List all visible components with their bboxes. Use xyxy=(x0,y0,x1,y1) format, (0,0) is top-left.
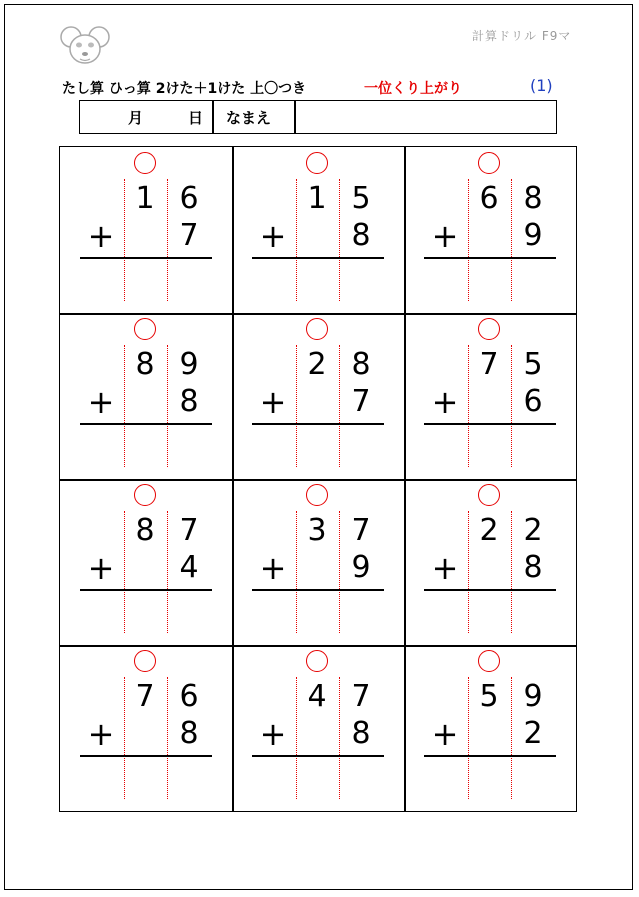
addend-digit: 4 xyxy=(179,550,199,585)
name-label: なまえ xyxy=(226,109,272,127)
month-label: 月 xyxy=(128,109,144,127)
plus-sign: + xyxy=(259,217,287,255)
sum-line xyxy=(424,257,556,259)
tens-digit: 2 xyxy=(307,347,327,382)
plus-sign: + xyxy=(259,549,287,587)
addend-digit: 8 xyxy=(351,218,371,253)
tens-digit: 5 xyxy=(479,679,499,714)
carry-circle[interactable] xyxy=(134,152,156,174)
ones-digit: 8 xyxy=(351,347,371,382)
answer-area[interactable] xyxy=(424,759,556,807)
ones-digit: 5 xyxy=(523,347,543,382)
addend-digit: 7 xyxy=(351,384,371,419)
addend-digit: 6 xyxy=(523,384,543,419)
plus-sign: + xyxy=(87,715,115,753)
carry-circle[interactable] xyxy=(134,318,156,340)
carry-circle[interactable] xyxy=(306,484,328,506)
addend-digit: 2 xyxy=(523,716,543,751)
sum-line xyxy=(424,755,556,757)
problem-grid xyxy=(59,146,577,812)
answer-area[interactable] xyxy=(252,261,384,309)
addition-problem xyxy=(60,313,232,479)
carry-circle[interactable] xyxy=(134,650,156,672)
ones-digit: 8 xyxy=(523,181,543,216)
sum-line xyxy=(252,257,384,259)
carry-circle[interactable] xyxy=(478,318,500,340)
addition-problem xyxy=(232,147,404,313)
addition-problem xyxy=(232,479,404,645)
addition-problem xyxy=(404,147,576,313)
addition-problem xyxy=(404,479,576,645)
mouse-face-icon xyxy=(58,26,112,66)
sum-line xyxy=(80,257,212,259)
sum-line xyxy=(252,755,384,757)
plus-sign: + xyxy=(431,715,459,753)
tens-digit: 1 xyxy=(135,181,155,216)
worksheet-title-row xyxy=(62,78,562,98)
tens-digit: 8 xyxy=(135,347,155,382)
tens-digit: 8 xyxy=(135,513,155,548)
answer-area[interactable] xyxy=(80,427,212,475)
carry-circle[interactable] xyxy=(478,484,500,506)
sum-line xyxy=(80,589,212,591)
tens-digit: 4 xyxy=(307,679,327,714)
sum-line xyxy=(80,755,212,757)
addend-digit: 8 xyxy=(351,716,371,751)
ones-digit: 5 xyxy=(351,181,371,216)
tens-digit: 6 xyxy=(479,181,499,216)
carry-circle[interactable] xyxy=(478,650,500,672)
answer-area[interactable] xyxy=(80,759,212,807)
worksheet-title: たし算 ひっ算 2けた＋1けた 上〇つき xyxy=(62,81,307,97)
tens-digit: 1 xyxy=(307,181,327,216)
addition-problem xyxy=(232,645,404,811)
plus-sign: + xyxy=(259,715,287,753)
tens-digit: 7 xyxy=(135,679,155,714)
tens-digit: 2 xyxy=(479,513,499,548)
carry-circle[interactable] xyxy=(478,152,500,174)
tens-digit: 7 xyxy=(479,347,499,382)
addition-problem xyxy=(232,313,404,479)
plus-sign: + xyxy=(431,549,459,587)
plus-sign: + xyxy=(87,549,115,587)
name-date-box xyxy=(79,100,557,134)
name-box-divider xyxy=(212,101,214,133)
addition-problem xyxy=(60,479,232,645)
worksheet-subtitle: 一位くり上がり xyxy=(364,81,462,97)
answer-area[interactable] xyxy=(424,261,556,309)
answer-area[interactable] xyxy=(80,593,212,641)
ones-digit: 9 xyxy=(179,347,199,382)
ones-digit: 7 xyxy=(351,679,371,714)
addend-digit: 9 xyxy=(351,550,371,585)
ones-digit: 6 xyxy=(179,181,199,216)
addend-digit: 8 xyxy=(523,550,543,585)
addend-digit: 8 xyxy=(179,384,199,419)
carry-circle[interactable] xyxy=(134,484,156,506)
answer-area[interactable] xyxy=(252,593,384,641)
sum-line xyxy=(80,423,212,425)
plus-sign: + xyxy=(87,217,115,255)
sum-line xyxy=(424,589,556,591)
carry-circle[interactable] xyxy=(306,650,328,672)
addition-problem xyxy=(404,313,576,479)
day-label: 日 xyxy=(188,109,204,127)
tens-digit: 3 xyxy=(307,513,327,548)
addition-problem xyxy=(60,645,232,811)
answer-area[interactable] xyxy=(424,593,556,641)
ones-digit: 7 xyxy=(351,513,371,548)
ones-digit: 9 xyxy=(523,679,543,714)
brand-label: 計算ドリル F9マ xyxy=(472,29,572,43)
ones-digit: 7 xyxy=(179,513,199,548)
carry-circle[interactable] xyxy=(306,318,328,340)
sum-line xyxy=(252,423,384,425)
answer-area[interactable] xyxy=(424,427,556,475)
name-field[interactable] xyxy=(296,101,554,133)
ones-digit: 6 xyxy=(179,679,199,714)
carry-circle[interactable] xyxy=(306,152,328,174)
ones-digit: 2 xyxy=(523,513,543,548)
answer-area[interactable] xyxy=(252,427,384,475)
addend-digit: 7 xyxy=(179,218,199,253)
plus-sign: + xyxy=(431,217,459,255)
plus-sign: + xyxy=(431,383,459,421)
addend-digit: 9 xyxy=(523,218,543,253)
addition-problem xyxy=(404,645,576,811)
answer-area[interactable] xyxy=(80,261,212,309)
answer-area[interactable] xyxy=(252,759,384,807)
sum-line xyxy=(424,423,556,425)
plus-sign: + xyxy=(87,383,115,421)
addition-problem xyxy=(60,147,232,313)
sum-line xyxy=(252,589,384,591)
plus-sign: + xyxy=(259,383,287,421)
sheet-number: (1) xyxy=(530,76,553,95)
addend-digit: 8 xyxy=(179,716,199,751)
